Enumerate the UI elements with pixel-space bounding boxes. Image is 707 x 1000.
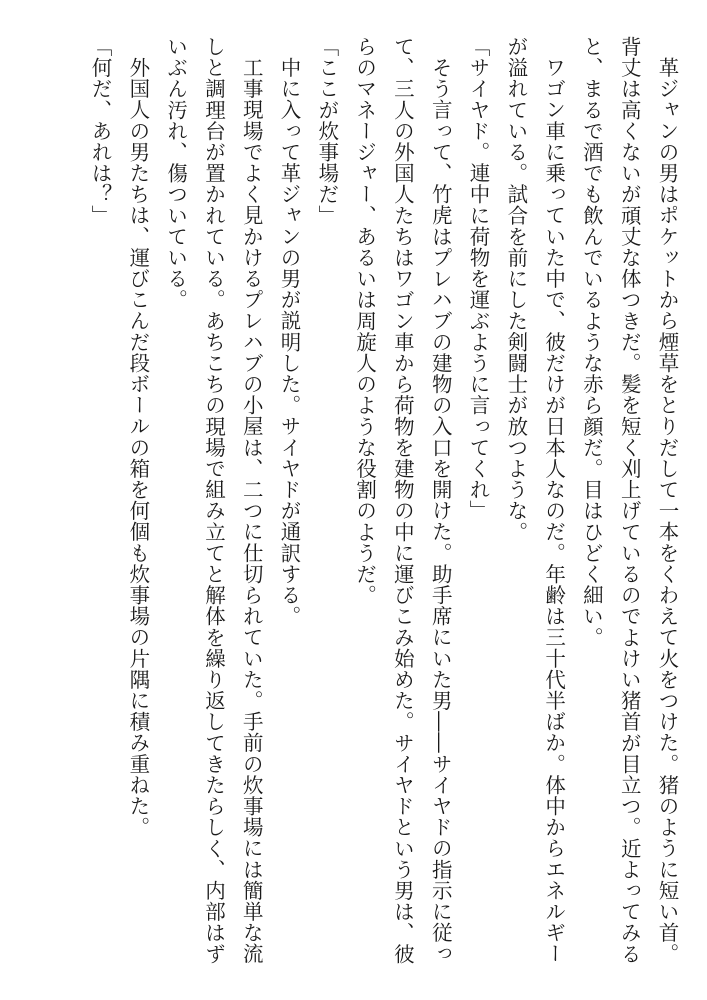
dialogue-2: 「ここが炊事場だ」	[314, 36, 339, 226]
paragraph-2: ワゴン車に乗っていた中で、彼だけが日本人なのだ。年齢は三十代半ばか。体中からエネルギーが溢れている。試合を前にした剣闘士が放つような。	[503, 36, 566, 964]
paragraph-1: 革ジャンの男はポケットから煙草をとりだして一本をくわえて火をつけた。猪のように短い首。背丈は高くないが頑丈な体つきだ。髪を短く刈上げているのでよけい猪首が目立つ。近よってみると、まるで酒でも飲んでいるような赤ら顔だ。目はひどく細い。	[579, 36, 679, 965]
vertical-text-body	[80, 36, 685, 976]
paragraph-6: 外国人の男たちは、運びこんだ段ボールの箱を何個も炊事場の片隅に積み重ねた。	[125, 56, 150, 838]
paragraph-5: 工事現場でよく見かけるプレハブの小屋は、二つに仕切られていた。手前の炊事場には簡単な流しと調理台が置かれている。あちこちの現場で組み立てと解体を繰り返してきたらしく、内部はずいぶん汚れ、傷ついている。	[163, 36, 264, 965]
dialogue-3: 「何だ、あれは？」	[88, 36, 113, 226]
paragraph-4: 中に入って革ジャンの男が説明した。サイヤドが通訳する。	[277, 56, 302, 627]
dialogue-1: 「サイヤド。連中に荷物を運ぶように言ってくれ」	[466, 36, 491, 522]
paragraph-3: そう言って、竹虎はプレハブの建物の入口を開けた。助手席にいた男――サイヤドの指示に従って、三人の外国人たちはワゴン車から荷物を建物の中に運びこみ始めた。サイヤドという男は、彼らのマネージャー、あるいは周旋人のような役割のようだ。	[352, 36, 453, 965]
